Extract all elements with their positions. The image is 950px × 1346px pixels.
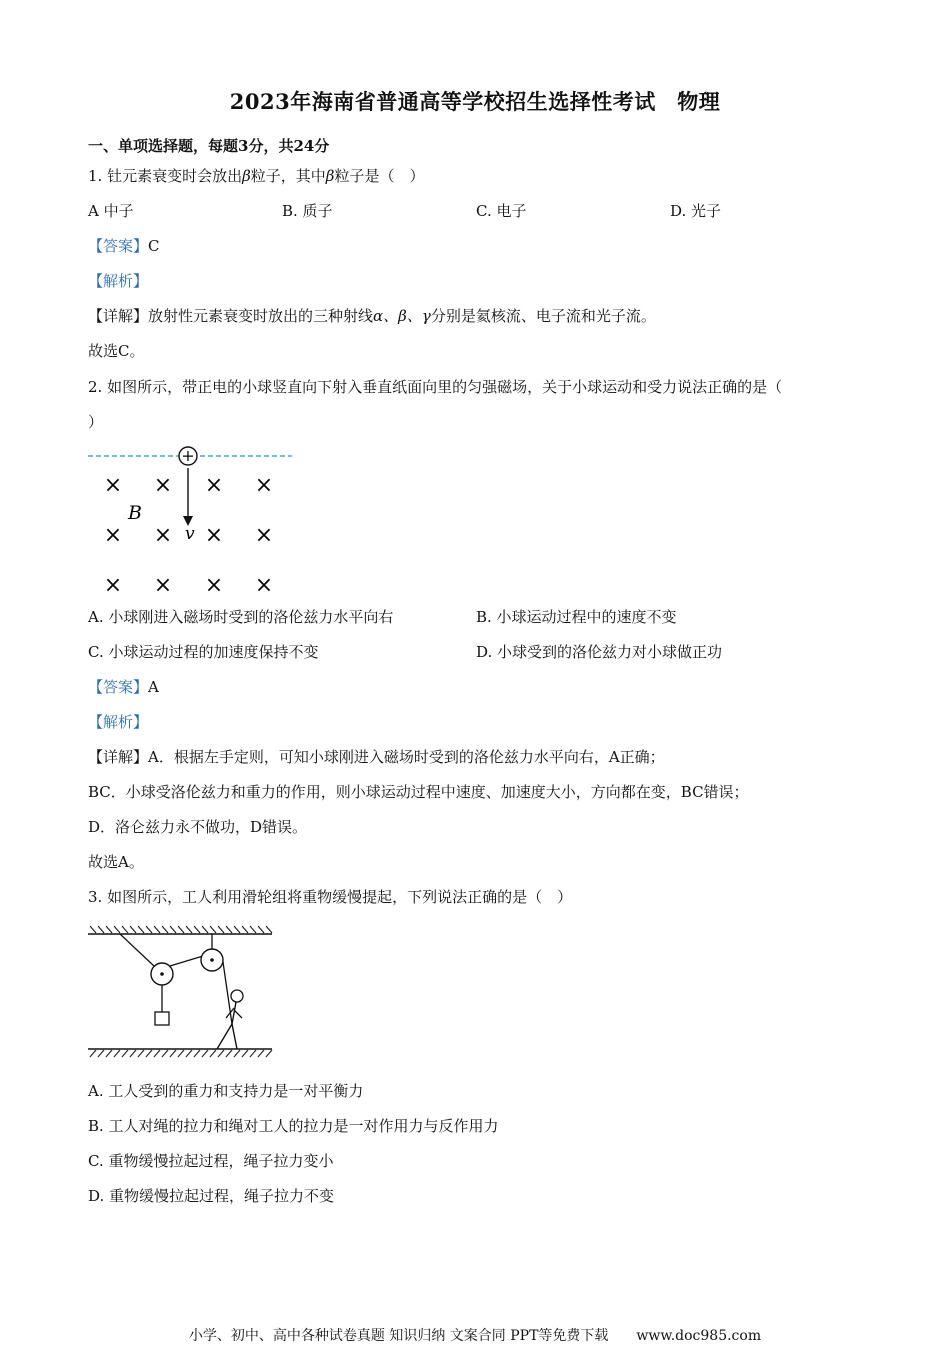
q3-pulley-figure [86, 920, 276, 1062]
rope-segment [120, 934, 154, 966]
field-cross: × [204, 573, 224, 598]
q1-detail-b: 分别是氦核流、电子流和光子流。 [430, 307, 656, 325]
q1-stem [88, 166, 424, 186]
q1-conclusion: 故选C。 [88, 342, 145, 360]
field-cross: × [153, 523, 173, 548]
field-cross: × [103, 573, 123, 598]
q1-stem-a: 1. 钍元素衰变时会放出 [88, 167, 243, 185]
q2-detail-text1: A．根据左手定则，可知小球刚进入磁场时受到的洛伦兹力水平向右，A正确； [148, 748, 665, 766]
q3-option-c: C. 重物缓慢拉起过程，绳子拉力变小 [88, 1152, 334, 1170]
q1-stem-b: 粒子，其中 [250, 167, 326, 185]
q1-beta-1: β [242, 167, 251, 185]
q1-answer [88, 236, 160, 256]
worker-head [231, 990, 243, 1002]
q3-option-a: A. 工人受到的重力和支持力是一对平衡力 [88, 1082, 364, 1100]
q2-analysis-tag: 【解析】 [88, 713, 149, 731]
q2-answer-value: A [148, 678, 159, 696]
worker-leg [217, 1024, 232, 1049]
field-cross: × [204, 523, 224, 548]
pulley-axle [210, 958, 214, 962]
q1-option-d: D. 光子 [670, 202, 722, 220]
page-footer: 小学、初中、高中各种试卷真题 知识归纳 文案合同 PPT等免费下载 www.doc985.com [188, 1328, 762, 1344]
q3-option-d: D. 重物缓慢拉起过程，绳子拉力不变 [88, 1187, 335, 1205]
answer-tag: 【答案】 [88, 237, 149, 255]
q1-detail-symbols: α、β、γ [373, 307, 431, 325]
field-cross: × [103, 523, 123, 548]
q1-option-b: B. 质子 [282, 202, 333, 220]
section-heading: 一、单项选择题，每题3分，共24分 [88, 137, 330, 155]
field-cross: × [204, 473, 224, 498]
worker-leg [232, 1024, 237, 1049]
field-cross: × [153, 473, 173, 498]
worker-body [232, 1002, 236, 1024]
velocity-label-v: v [185, 524, 195, 544]
q2-detail-line3: D．洛仑兹力永不做功，D错误。 [88, 818, 308, 836]
field-label-b: B [128, 502, 142, 524]
q2-option-c: C. 小球运动过程的加速度保持不变 [88, 643, 319, 661]
q1-stem-c: 粒子是（ ） [334, 167, 425, 185]
field-cross: × [254, 573, 274, 598]
q3-option-b: B. 工人对绳的拉力和绳对工人的拉力是一对作用力与反作用力 [88, 1117, 499, 1135]
field-cross: × [103, 473, 123, 498]
field-cross: × [254, 523, 274, 548]
field-cross: × [153, 573, 173, 598]
q2-magnetic-field-figure [86, 442, 296, 602]
q1-answer-value: C [148, 237, 160, 255]
q1-analysis-tag: 【解析】 [88, 272, 149, 290]
q1-detail [88, 306, 656, 326]
detail-tag: 【详解】 [88, 748, 149, 766]
detail-tag: 【详解】 [88, 307, 149, 325]
q2-option-a: A. 小球刚进入磁场时受到的洛伦兹力水平向右 [88, 608, 394, 626]
q2-stem-line2: ） [88, 413, 104, 431]
q3-stem: 3. 如图所示，工人利用滑轮组将重物缓慢提起，下列说法正确的是（ ） [88, 888, 573, 906]
rope-segment [223, 962, 232, 1024]
q2-option-d: D. 小球受到的洛伦兹力对小球做正功 [476, 643, 723, 661]
q2-detail-line1 [88, 747, 665, 767]
q2-conclusion: 故选A。 [88, 853, 144, 871]
q2-option-b: B. 小球运动过程中的速度不变 [476, 608, 677, 626]
charge-sign: + [181, 446, 195, 465]
ground-hatch [90, 1050, 272, 1057]
q2-detail-line2: BC．小球受洛伦兹力和重力的作用，则小球运动过程中速度、加速度大小，方向都在变，BC错误； [88, 783, 749, 801]
pulley-axle [160, 972, 164, 976]
page-title: 2023年海南省普通高等学校招生选择性考试 物理 [229, 89, 721, 114]
worker-arm [234, 1010, 242, 1018]
ceiling-hatch [90, 926, 272, 933]
heavy-object [155, 1012, 169, 1025]
q1-option-a: A 中子 [88, 202, 134, 220]
q1-option-c: C. 电子 [476, 202, 527, 220]
q2-stem-line1: 2. 如图所示，带正电的小球竖直向下射入垂直纸面向里的匀强磁场，关于小球运动和受力说法正确的是（ [88, 378, 783, 396]
q1-beta-2: β [325, 167, 335, 185]
q2-answer [88, 677, 159, 697]
rope-segment [170, 956, 203, 966]
q1-detail-a: 放射性元素衰变时放出的三种射线 [148, 307, 374, 325]
answer-tag: 【答案】 [88, 678, 149, 696]
field-cross: × [254, 473, 274, 498]
